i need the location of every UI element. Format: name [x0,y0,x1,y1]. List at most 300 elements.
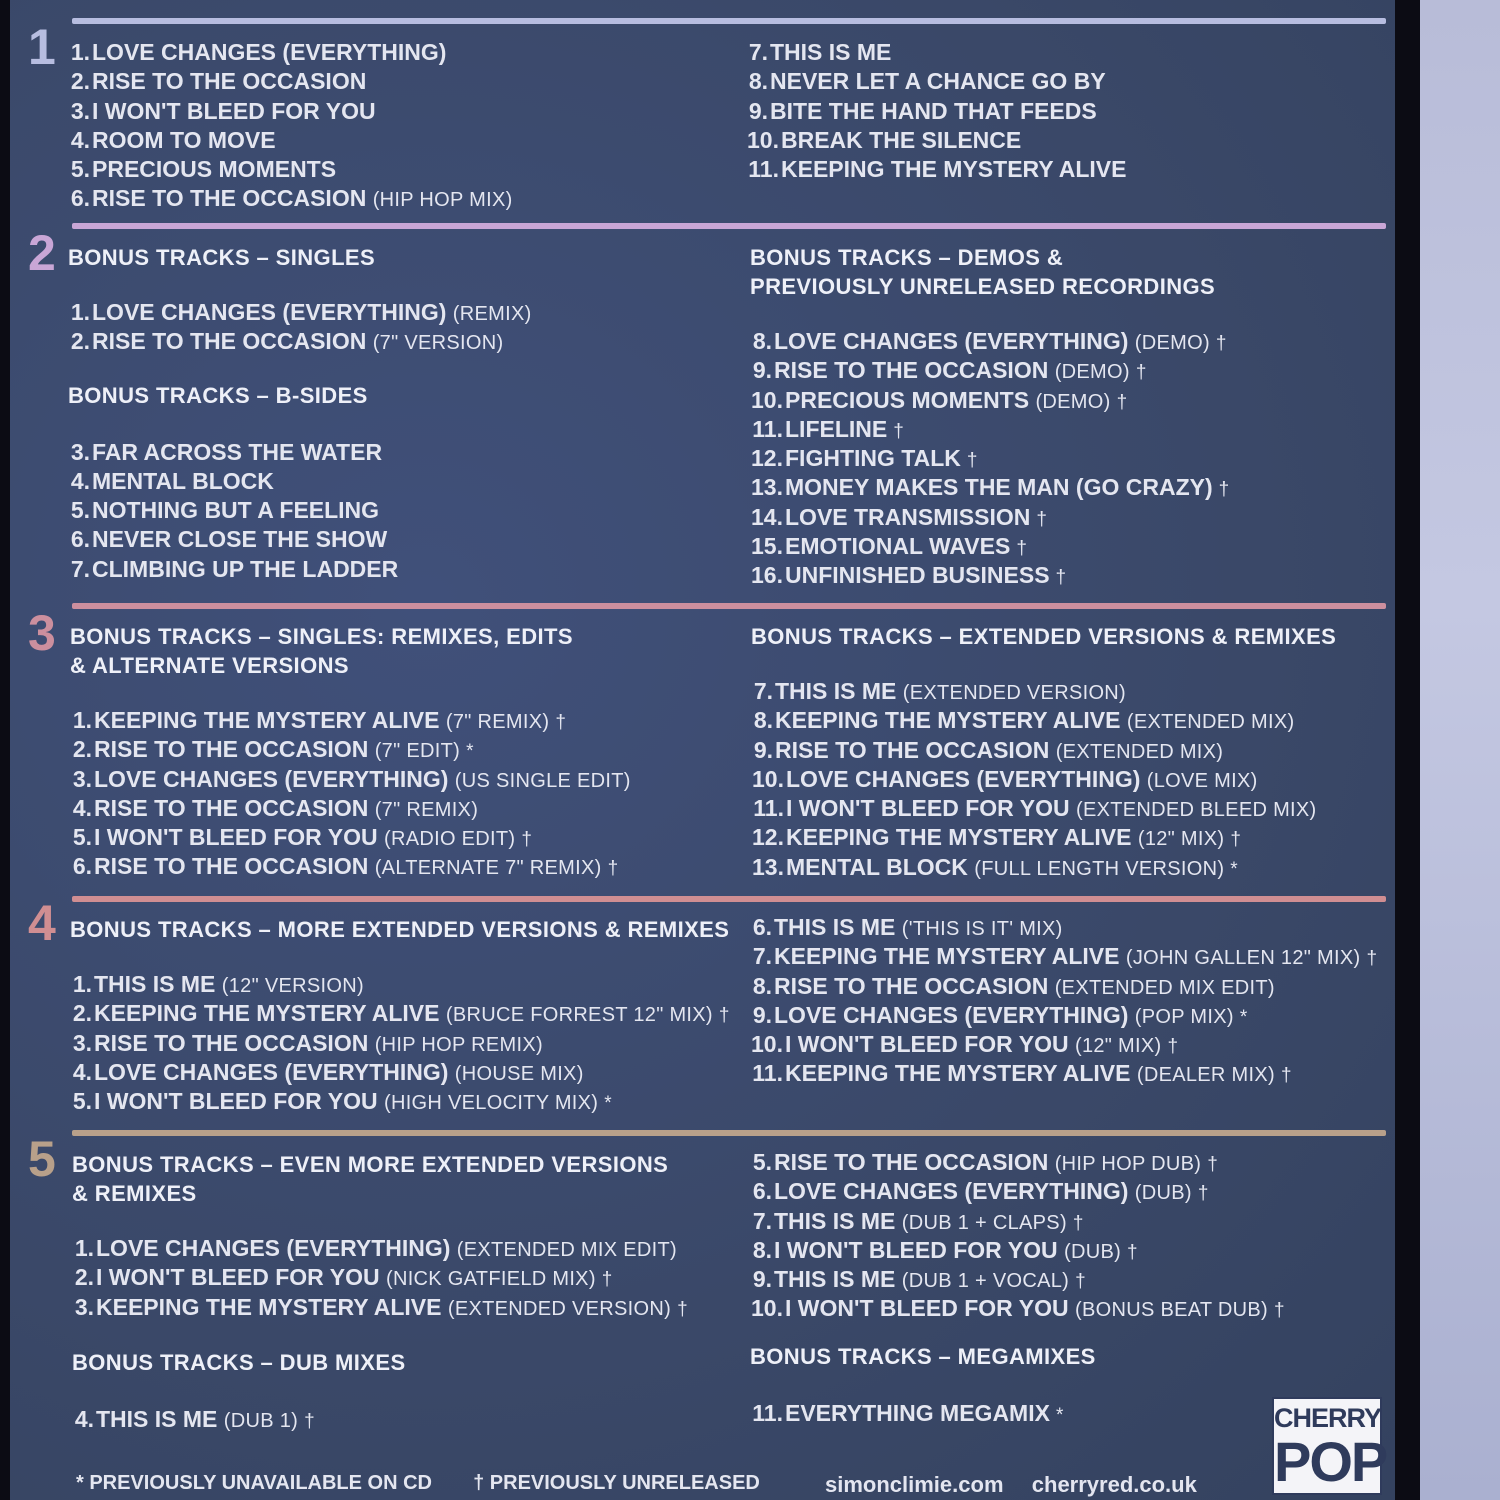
track-footnote-mark: † [1197,1183,1209,1205]
track-number: 7. [753,678,773,704]
section-heading: BONUS TRACKS – SINGLES: REMIXES, EDITS [70,624,573,649]
track-mix: (DUB) [1134,1182,1192,1205]
track-block [70,622,631,882]
track-mix: (7" REMIX) [374,798,479,821]
track-block [68,243,532,357]
track-row [751,677,1336,706]
track-row [751,736,1336,765]
track-title: NEVER CLOSE THE SHOW [92,526,388,553]
track-title: I WON'T BLEED FOR YOU [92,97,376,124]
track-number: 8. [753,707,773,734]
section-heading-line-2: & REMIXES [72,1181,197,1206]
track-title: EMOTIONAL WAVES [785,533,1011,560]
track-footnote-mark: † [1167,1036,1179,1058]
disc-3-rule [72,603,1386,609]
track-footnote-mark: † [1135,362,1147,384]
track-footnote-mark: † [718,1005,730,1027]
track-number: 7. [752,1207,772,1234]
track-number: 8. [748,68,768,95]
track-footnote-mark: † [677,1298,688,1320]
track-row [68,298,532,327]
track-mix: (12" MIX) [1137,828,1225,851]
track-footnote-mark: † [1116,391,1128,413]
track-title: CLIMBING UP THE LADDER [92,555,399,582]
track-title: RISE TO THE OCCASION [92,185,367,212]
track-title: RISE TO THE OCCASION [775,736,1050,763]
section-heading-line-2: PREVIOUSLY UNRELEASED RECORDINGS [750,274,1216,299]
track-row [750,356,1229,385]
track-row [750,1207,1285,1236]
track-title: I WON'T BLEED FOR YOU [785,1031,1069,1058]
track-title: BREAK THE SILENCE [781,126,1022,153]
track-row [751,706,1336,735]
track-number: 11. [752,1060,783,1087]
track-title: LOVE CHANGES (EVERYTHING) [92,39,447,65]
track-mix: (DEMO) [1035,390,1111,413]
track-mix: (DEALER MIX) [1136,1064,1275,1087]
track-row [750,1148,1285,1177]
footnotes [76,1472,760,1495]
track-row [746,97,1126,126]
section-heading: BONUS TRACKS – EXTENDED VERSIONS & REMIXES [751,624,1337,649]
track-footnote-mark: † [1280,1065,1292,1087]
track-block [72,1348,688,1434]
track-title: I WON'T BLEED FOR YOU [94,824,378,851]
track-block [68,381,532,584]
track-footnote-mark: † [1016,538,1027,560]
cover-edge [1420,0,1500,1500]
track-number: 3. [72,765,92,792]
track-number: 11. [752,415,783,442]
track-number: 9. [748,97,768,124]
logo-line-1: CHERRY [1274,1403,1382,1433]
track-mix: (JOHN GALLEN 12" MIX) [1125,947,1361,970]
track-title: RISE TO THE OCCASION [774,972,1049,999]
track-row [70,1058,729,1087]
track-footnote-mark: † [1207,1154,1218,1175]
track-title: RISE TO THE OCCASION [774,1149,1049,1175]
track-row [68,555,532,584]
track-row [68,496,532,525]
track-number: 1. [70,39,90,65]
track-number: 5. [72,1088,92,1115]
disc-2-right-column [750,243,1229,591]
track-row [68,467,532,496]
track-title: I WON'T BLEED FOR YOU [96,1264,380,1291]
disc-4-right-column [750,915,1377,1089]
track-title: PRECIOUS MOMENTS [785,386,1030,413]
track-mix: (REMIX) [452,303,532,325]
track-number: 7. [752,943,772,970]
track-row [751,853,1336,882]
section-heading: BONUS TRACKS – DUB MIXES [72,1349,406,1375]
track-number: 1. [72,971,92,997]
track-title: MENTAL BLOCK [786,853,968,880]
track-number: 3. [74,1293,94,1320]
track-number: 12. [752,824,784,851]
track-row [70,794,631,823]
disc-1-rule [72,18,1386,24]
track-number: 5. [70,156,90,183]
disc-1-left-column [68,38,513,214]
track-footnote-mark: † [555,712,566,733]
track-title: THIS IS ME [94,971,216,997]
track-number: 4. [72,1058,92,1085]
track-number: 4. [74,1405,94,1432]
track-mix: (US SINGLE EDIT) [454,769,631,792]
track-title: FAR ACROSS THE WATER [92,438,383,465]
track-number: 2. [72,1000,92,1027]
website-simonclimie[interactable]: simonclimie.com [825,1472,1004,1497]
track-row [750,444,1229,473]
track-number: 2. [70,68,90,95]
track-number: 6. [752,914,772,940]
track-row [751,823,1336,852]
track-row [68,438,532,467]
track-row [72,1405,688,1434]
track-row [72,1263,688,1292]
track-footnote-mark: † [1072,1212,1084,1234]
disc-5-left-column [72,1150,688,1434]
track-row [750,473,1229,502]
track-footnote-mark: † [893,420,904,442]
track-block [68,38,513,214]
track-footnote-mark: † [1215,333,1227,354]
track-mix: (DEMO) [1134,332,1210,354]
track-footnote-mark: † [1366,948,1378,970]
track-row [68,327,532,356]
track-mix: (LOVE MIX) [1146,769,1258,792]
track-title: EVERYTHING MEGAMIX [785,1399,1050,1426]
track-footnote-mark: * [1239,1006,1248,1028]
disc-5-right-column [750,1150,1285,1428]
track-row [70,970,729,999]
track-footnote-mark: † [1127,1241,1138,1263]
track-title: NEVER LET A CHANCE GO BY [770,68,1106,95]
track-row [750,1265,1285,1294]
disc-2-left-column [68,243,532,584]
track-mix: (7" REMIX) [445,711,550,733]
track-row [750,1059,1377,1088]
track-number: 6. [70,526,90,553]
track-mix: (DUB) [1064,1240,1122,1263]
track-number: 4. [72,794,92,821]
track-mix: (HIP HOP MIX) [372,189,513,212]
track-row [68,38,513,67]
track-title: RISE TO THE OCCASION [94,1029,369,1056]
track-title: KEEPING THE MYSTERY ALIVE [96,1293,442,1320]
track-row [68,525,532,554]
track-block [746,38,1126,184]
track-number: 5. [72,824,92,851]
track-mix: (HOUSE MIX) [454,1062,584,1085]
track-number: 4. [70,467,90,494]
track-mix: (RADIO EDIT) [384,828,516,851]
track-footnote-mark: * [604,1093,612,1115]
disc-number: 3 [28,605,56,661]
section-heading: BONUS TRACKS – DEMOS & [750,245,1064,270]
disc-4-rule [72,896,1386,902]
track-number: 3. [70,97,90,124]
track-number: 14. [751,503,783,530]
track-title: BITE THE HAND THAT FEEDS [770,97,1097,124]
disc-1-right-column [746,38,1126,184]
track-title: THIS IS ME [774,1266,896,1293]
track-row [750,386,1229,415]
track-number: 15. [751,533,783,560]
tracklist-panel [10,0,1395,1500]
track-mix: (POP MIX) [1134,1005,1234,1028]
section-heading-line-2: & ALTERNATE VERSIONS [70,653,349,678]
track-mix: (EXTENDED VERSION) [447,1297,672,1320]
disc-4-left-column [70,915,729,1116]
track-number: 10. [751,1031,783,1058]
track-number: 6. [752,1178,772,1205]
track-row [750,1294,1285,1323]
track-row [750,913,1377,942]
footnote-unreleased: † PREVIOUSLY UNRELEASED [473,1472,760,1494]
track-number: 11. [748,156,779,183]
track-title: KEEPING THE MYSTERY ALIVE [775,707,1121,734]
track-mix: (12" MIX) [1075,1035,1162,1058]
track-number: 10. [751,1295,783,1322]
track-row [70,1087,729,1116]
track-block [750,1342,1285,1428]
track-number: 2. [70,328,90,355]
track-mix: (FULL LENGTH VERSION) [974,857,1225,880]
track-number: 13. [752,853,784,880]
track-number: 5. [752,1149,772,1175]
track-mix: (EXTENDED MIX EDIT) [456,1239,677,1261]
footnote-unavailable: * PREVIOUSLY UNAVAILABLE ON CD [76,1472,432,1494]
disc-5-rule [72,1130,1386,1136]
track-row [746,155,1126,184]
track-mix: ('THIS IS IT' MIX) [901,918,1063,940]
track-title: RISE TO THE OCCASION [92,328,367,355]
track-title: LOVE CHANGES (EVERYTHING) [774,1178,1129,1205]
track-title: FIGHTING TALK [785,445,961,472]
track-number: 10. [747,126,779,153]
websites [825,1472,1197,1498]
track-row [750,1177,1285,1206]
track-number: 7. [748,39,768,65]
track-mix: (NICK GATFIELD MIX) [386,1268,596,1291]
track-title: RISE TO THE OCCASION [94,794,369,821]
track-number: 8. [752,328,772,354]
track-number: 8. [752,1236,772,1263]
track-footnote-mark: * [466,741,474,763]
track-number: 4. [70,126,90,153]
track-mix: (DUB 1) [223,1409,299,1432]
track-footnote-mark: † [304,1410,315,1432]
track-title: THIS IS ME [96,1405,218,1432]
track-footnote-mark: † [1230,829,1241,851]
track-mix: (EXTENDED BLEED MIX) [1076,799,1317,822]
track-number: 9. [752,357,772,384]
track-number: 2. [72,736,92,763]
track-title: THIS IS ME [774,1207,896,1234]
track-title: LOVE CHANGES (EVERYTHING) [94,765,449,792]
track-number: 11. [753,795,784,822]
track-mix: (HIGH VELOCITY MIX) [384,1092,599,1115]
track-mix: (BONUS BEAT DUB) [1075,1299,1268,1322]
track-block [751,622,1336,882]
track-title: NOTHING BUT A FEELING [92,497,380,524]
track-row [746,67,1126,96]
track-number: 3. [70,438,90,465]
track-footnote-mark: † [1055,567,1067,589]
track-row [746,38,1126,67]
track-row [750,1399,1285,1428]
track-mix: (7" VERSION) [372,332,504,355]
track-footnote-mark: † [1075,1271,1086,1293]
website-cherryred[interactable]: cherryred.co.uk [1031,1472,1197,1497]
track-number: 9. [753,736,773,763]
track-title: KEEPING THE MYSTERY ALIVE [774,943,1120,970]
track-title: I WON'T BLEED FOR YOU [785,1295,1069,1322]
track-number: 11. [752,1399,783,1426]
track-mix: (EXTENDED MIX EDIT) [1054,976,1275,999]
track-row [70,706,631,735]
track-title: RISE TO THE OCCASION [94,736,369,763]
track-title: LOVE CHANGES (EVERYTHING) [92,299,447,325]
track-row [70,852,631,881]
track-title: THIS IS ME [775,678,897,704]
disc-number: 5 [28,1131,56,1187]
track-number: 3. [72,1029,92,1056]
track-mix: (EXTENDED MIX) [1055,740,1224,763]
track-footnote-mark: † [1218,479,1230,501]
track-number: 5. [70,497,90,524]
track-row [750,503,1229,532]
track-footnote-mark: † [601,1269,613,1291]
track-row [68,97,513,126]
track-number: 13. [751,474,783,501]
track-row [70,765,631,794]
track-mix: (EXTENDED VERSION) [902,682,1126,704]
track-title: KEEPING THE MYSTERY ALIVE [781,156,1127,183]
track-number: 2. [74,1264,94,1291]
track-footnote-mark: * [1055,1404,1064,1426]
track-mix: (HIP HOP REMIX) [374,1033,543,1056]
track-number: 6. [70,185,90,212]
track-title: I WON'T BLEED FOR YOU [786,795,1070,822]
track-row [70,999,729,1028]
track-row [750,327,1229,356]
track-title: THIS IS ME [774,914,896,940]
track-title: LOVE CHANGES (EVERYTHING) [774,1001,1129,1028]
section-heading: BONUS TRACKS – SINGLES [68,245,376,270]
track-row [750,1030,1377,1059]
track-title: MONEY MAKES THE MAN (GO CRAZY) [785,474,1213,501]
track-block [72,1150,688,1322]
track-row [750,561,1229,590]
track-footnote-mark: † [966,450,978,472]
track-row [70,823,631,852]
track-mix: (BRUCE FORREST 12" MIX) [445,1004,713,1027]
track-row [72,1293,688,1322]
track-row [750,415,1229,444]
track-row [68,184,513,213]
track-mix: (7" EDIT) [374,740,461,763]
track-footnote-mark: * [1230,858,1238,880]
section-heading: BONUS TRACKS – MEGAMIXES [750,1343,1096,1369]
section-heading: BONUS TRACKS – B-SIDES [68,382,368,408]
track-mix: (HIP HOP DUB) [1054,1153,1202,1175]
track-row [68,67,513,96]
track-number: 8. [752,972,772,999]
cherry-pop-logo [1272,1397,1387,1495]
track-mix: (12" VERSION) [221,975,364,997]
track-block [70,915,729,1116]
track-mix: (EXTENDED MIX) [1126,711,1295,734]
track-number: 16. [751,562,783,589]
track-number: 1. [74,1235,94,1261]
section-heading: BONUS TRACKS – EVEN MORE EXTENDED VERSIONS [72,1152,669,1177]
track-number: 12. [751,445,783,472]
logo-line-2: POP [1274,1430,1387,1493]
track-row [751,794,1336,823]
track-row [70,1029,729,1058]
track-number: 1. [72,707,92,733]
track-number: 9. [752,1266,772,1293]
track-title: I WON'T BLEED FOR YOU [94,1088,378,1115]
track-number: 10. [752,765,784,792]
track-row [68,155,513,184]
disc-3-right-column [751,622,1336,882]
track-mix: (DEMO) [1054,361,1130,384]
track-block [750,1148,1285,1324]
track-footnote-mark: † [1036,508,1047,530]
track-title: KEEPING THE MYSTERY ALIVE [786,824,1132,851]
track-title: PRECIOUS MOMENTS [92,156,337,183]
track-footnote-mark: † [1273,1300,1285,1322]
track-title: LOVE CHANGES (EVERYTHING) [774,328,1129,354]
track-row [746,126,1126,155]
disc-number: 4 [28,895,56,951]
track-footnote-mark: † [521,829,532,851]
track-row [750,972,1377,1001]
track-title: UNFINISHED BUSINESS [785,562,1050,589]
track-title: LOVE CHANGES (EVERYTHING) [94,1058,449,1085]
track-number: 7. [70,555,90,582]
track-row [751,765,1336,794]
disc-number: 2 [28,225,56,281]
track-title: ROOM TO MOVE [92,126,276,153]
track-row [750,1236,1285,1265]
track-title: LIFELINE [785,415,888,442]
track-block [750,243,1229,591]
disc-number: 1 [28,19,56,75]
track-number: 1. [70,299,90,325]
track-title: KEEPING THE MYSTERY ALIVE [785,1060,1131,1087]
track-title: KEEPING THE MYSTERY ALIVE [94,707,440,733]
track-mix: (ALTERNATE 7" REMIX) [374,857,602,880]
section-heading: BONUS TRACKS – MORE EXTENDED VERSIONS & REMIXES [70,917,730,942]
track-title: LOVE CHANGES (EVERYTHING) [96,1235,451,1261]
track-row [72,1234,688,1263]
track-footnote-mark: † [607,858,619,880]
track-title: I WON'T BLEED FOR YOU [774,1236,1058,1263]
track-mix: (DUB 1 + VOCAL) [901,1270,1070,1293]
disc-2-rule [72,223,1386,229]
track-mix: (DUB 1 + CLAPS) [901,1211,1067,1234]
track-number: 10. [751,386,783,413]
track-row [750,942,1377,971]
track-title: LOVE TRANSMISSION [785,503,1031,530]
track-block [750,913,1377,1089]
track-row [750,532,1229,561]
